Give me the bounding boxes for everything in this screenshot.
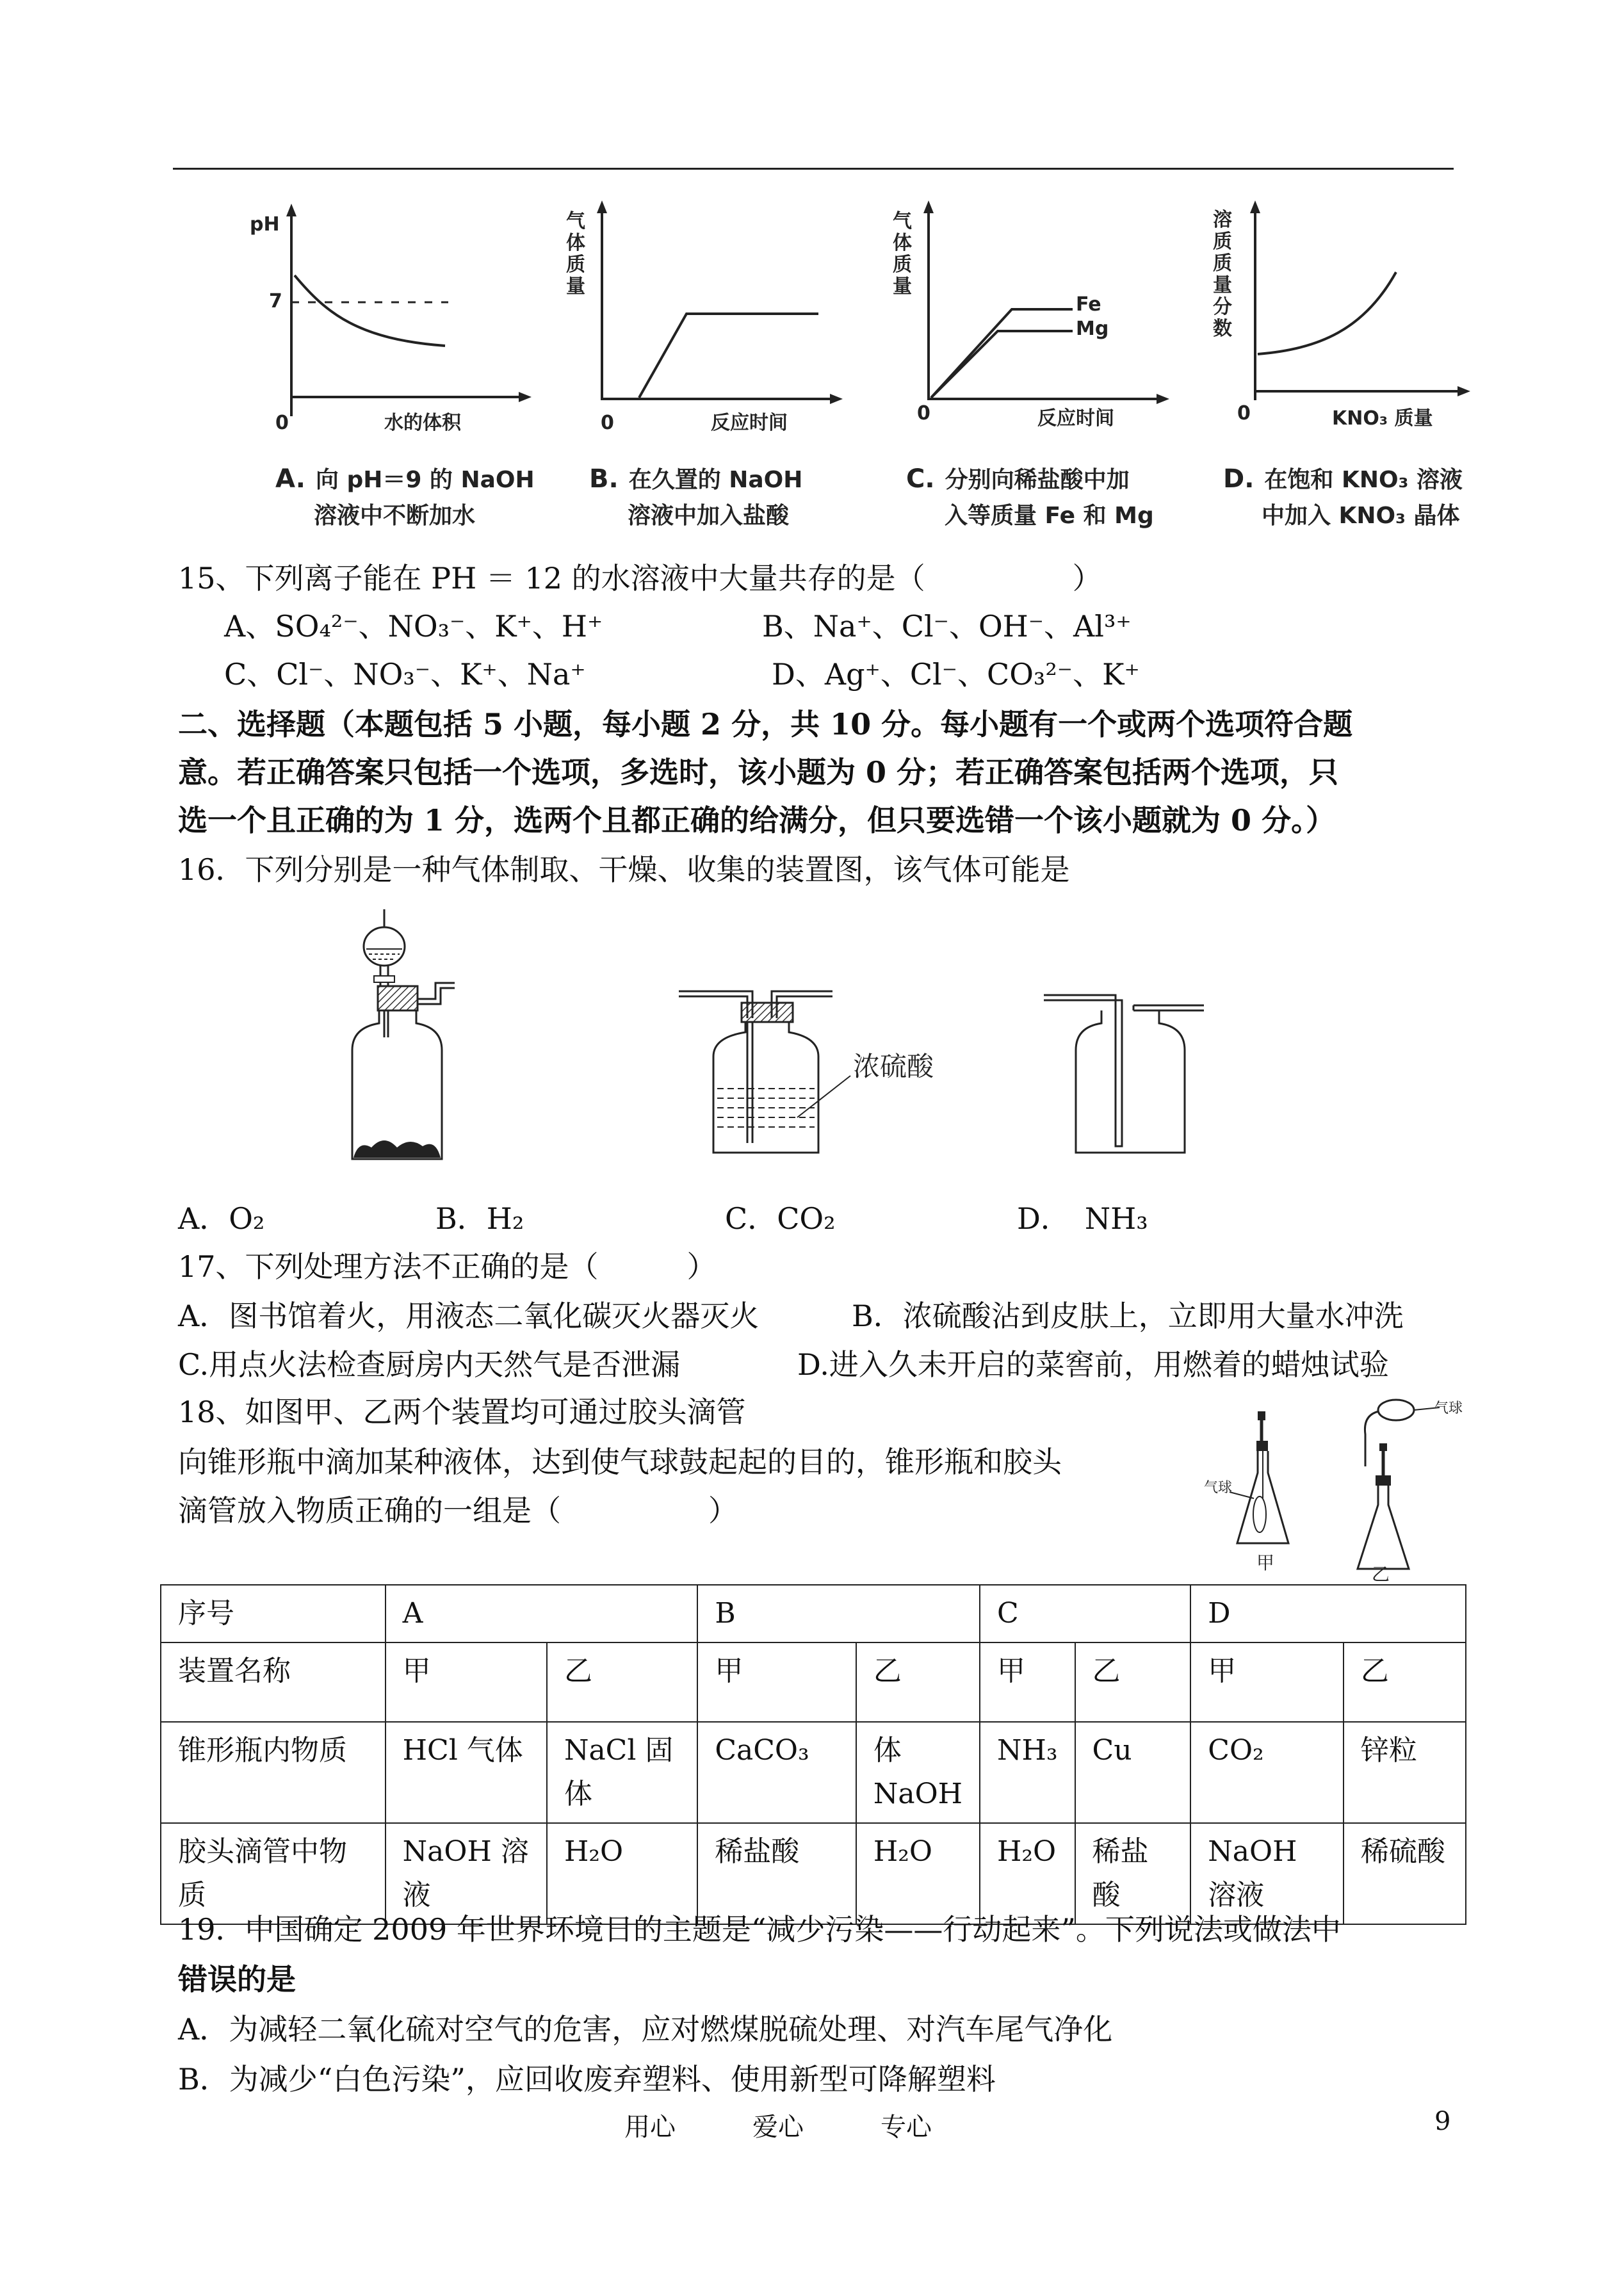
chart-a-caption-2: 溶液中不断加水 bbox=[314, 503, 476, 529]
q16-option-d: D． NH₃ bbox=[1017, 1201, 1148, 1236]
table-row bbox=[161, 1585, 1466, 1642]
table-cell: 稀盐酸 bbox=[697, 1823, 856, 1924]
chart-a-y-label: pH bbox=[250, 213, 280, 236]
generator-apparatus bbox=[333, 909, 499, 1178]
q16-option-a: A．O₂ bbox=[178, 1201, 265, 1236]
chart-d-y-arrow bbox=[1250, 200, 1260, 213]
collection-tube bbox=[1044, 995, 1122, 1146]
chart-d-letter: D. bbox=[1223, 464, 1255, 494]
chart-c-x-arrow bbox=[1157, 394, 1169, 404]
chart-b-letter: B. bbox=[589, 464, 619, 494]
table-cell: H₂O bbox=[856, 1823, 980, 1924]
section2-line-1: 二、选择题（本题包括 5 小题，每小题 2 分，共 10 分。每小题有一个或两个选项符合题 bbox=[178, 707, 1353, 742]
chart-d-caption-1: 在饱和 KNO₃ 溶液 bbox=[1264, 467, 1463, 493]
chart-b-caption-1: 在久置的 NaOH bbox=[628, 467, 803, 493]
q15-stem: 15、下列离子能在 PH ＝ 12 的水溶液中大量共存的是（ ） bbox=[178, 561, 1102, 596]
q17-stem: 17、下列处理方法不正确的是（ ） bbox=[178, 1249, 717, 1284]
table-cell: 乙 bbox=[1075, 1642, 1191, 1722]
q18-line-3: 滴管放入物质正确的一组是（ ） bbox=[178, 1493, 738, 1528]
table-cell: 稀硫酸 bbox=[1344, 1823, 1466, 1924]
chart-b bbox=[551, 195, 858, 439]
q17-option-a: A．图书馆着火，用液态二氧化碳灭火器灭火 bbox=[178, 1299, 759, 1333]
chart-b-caption-2: 溶液中加入盐酸 bbox=[628, 503, 790, 529]
chart-c-y-arrow bbox=[923, 200, 934, 213]
balloon-jia bbox=[1253, 1496, 1266, 1532]
section2-line-2: 意。若正确答案只包括一个选项，多选时，该小题为 0 分；若正确答案包括两个选项，只 bbox=[178, 755, 1339, 790]
chart-a-curve bbox=[295, 275, 445, 346]
table-cell: 稀盐酸 bbox=[1075, 1823, 1191, 1924]
table-cell: 装置名称 bbox=[161, 1642, 386, 1722]
chart-c-x-label: 反应时间 bbox=[1037, 407, 1114, 430]
fig-balloon-label-yi: 气球 bbox=[1434, 1400, 1463, 1416]
table-cell: H₂O bbox=[547, 1823, 697, 1924]
drying-stopper bbox=[742, 1003, 793, 1022]
q17-option-c: C.用点火法检查厨房内天然气是否泄漏 bbox=[178, 1347, 681, 1382]
table-cell: C bbox=[980, 1585, 1190, 1642]
balloon-yi bbox=[1378, 1400, 1414, 1420]
chart-c-y-label: 气体质量 bbox=[893, 210, 912, 298]
section2-line-3: 选一个且正确的为 1 分，选两个且都正确的给满分，但只要选错一个该小题就为 0 分。） bbox=[178, 803, 1336, 838]
chart-b-x-arrow bbox=[830, 394, 843, 404]
table-cell: H₂O bbox=[980, 1823, 1075, 1924]
chart-d-curve bbox=[1258, 272, 1396, 354]
table-cell: CaCO₃ bbox=[697, 1722, 856, 1823]
chart-d-x-arrow bbox=[1458, 386, 1470, 396]
header-rule bbox=[173, 168, 1454, 170]
chart-a bbox=[231, 199, 538, 442]
table-cell: B bbox=[697, 1585, 980, 1642]
q15-option-d: D、Ag⁺、Cl⁻、CO₃²⁻、K⁺ bbox=[772, 657, 1140, 692]
chart-c bbox=[877, 195, 1185, 439]
q18-table bbox=[160, 1584, 1466, 1925]
chart-d-y-label: 溶质质量分数 bbox=[1213, 209, 1232, 340]
q19-line-2: 错误的是 bbox=[178, 1962, 296, 1997]
table-cell: 胶头滴管中物质 bbox=[161, 1823, 386, 1924]
footer-motto: 用心 爱心 专心 bbox=[624, 2113, 932, 2142]
fig-balloon-label-jia: 气球 bbox=[1204, 1480, 1233, 1496]
chart-a-origin: 0 bbox=[275, 412, 289, 434]
drying-bottle bbox=[713, 1022, 818, 1153]
page-number: 9 bbox=[1434, 2107, 1451, 2136]
chart-c-mg-label: Mg bbox=[1076, 318, 1109, 340]
stopcock bbox=[374, 976, 394, 982]
table-cell: 甲 bbox=[697, 1642, 856, 1722]
table-cell: 乙 bbox=[856, 1642, 980, 1722]
acid-leader-line bbox=[797, 1076, 850, 1117]
generator-bottle bbox=[352, 1010, 442, 1159]
table-cell: 锌粒 bbox=[1344, 1722, 1466, 1823]
collection-bottle bbox=[1076, 1010, 1185, 1153]
chart-d-x-label: KNO₃ 质量 bbox=[1332, 407, 1433, 430]
table-cell: D bbox=[1190, 1585, 1466, 1642]
table-cell: Cu bbox=[1075, 1722, 1191, 1823]
q19-option-a: A．为减轻二氧化硫对空气的危害，应对燃煤脱硫处理、对汽车尾气净化 bbox=[178, 2012, 1113, 2047]
chart-c-mg-line bbox=[931, 331, 1073, 398]
q19-option-b: B．为减少“白色污染”，应回收废弃塑料、使用新型可降解塑料 bbox=[178, 2062, 996, 2096]
drying-apparatus bbox=[679, 980, 948, 1172]
table-cell: 乙 bbox=[1344, 1642, 1466, 1722]
chart-a-y-arrow bbox=[286, 204, 296, 216]
chart-d-caption-2: 中加入 KNO₃ 晶体 bbox=[1262, 503, 1460, 529]
collection-apparatus bbox=[1044, 986, 1210, 1178]
table-row bbox=[161, 1722, 1466, 1823]
q18-line-2: 向锥形瓶中滴加某种液体，达到使气球鼓起起的目的，锥形瓶和胶头 bbox=[178, 1445, 1062, 1479]
q15-option-c: C、Cl⁻、NO₃⁻、K⁺、Na⁺ bbox=[224, 657, 586, 692]
fig-yi-label: 乙 bbox=[1372, 1564, 1390, 1582]
table-cell: 体 NaOH bbox=[856, 1722, 980, 1823]
chart-b-y-label: 气体质量 bbox=[566, 210, 585, 298]
table-cell: A bbox=[386, 1585, 698, 1642]
flask-yi bbox=[1358, 1486, 1409, 1569]
q19-line-1: 19．中国确定 2009 年世界环境日的主题是“减少污染——行动起来”。下列说法或做法中 bbox=[178, 1912, 1341, 1947]
table-cell: 甲 bbox=[386, 1642, 547, 1722]
table-row bbox=[161, 1642, 1466, 1722]
q17-option-d: D.进入久未开启的菜窖前，用燃着的蜡烛试验 bbox=[797, 1347, 1389, 1382]
chart-c-origin: 0 bbox=[917, 402, 930, 425]
chart-c-fe-label: Fe bbox=[1076, 293, 1101, 316]
stopper bbox=[378, 986, 418, 1010]
q16-stem: 16．下列分别是一种气体制取、干燥、收集的装置图，该气体可能是 bbox=[178, 852, 1070, 887]
table-cell: 序号 bbox=[161, 1585, 386, 1642]
table-cell: CO₂ bbox=[1190, 1722, 1344, 1823]
chart-a-x-label: 水的体积 bbox=[384, 412, 461, 434]
acid-label: 浓硫酸 bbox=[853, 1051, 934, 1082]
table-cell: NaOH 溶液 bbox=[1190, 1823, 1344, 1924]
chart-b-x-label: 反应时间 bbox=[711, 412, 788, 434]
chart-b-line bbox=[639, 314, 818, 398]
table-cell: 锥形瓶内物质 bbox=[161, 1722, 386, 1823]
table-cell: NH₃ bbox=[980, 1722, 1075, 1823]
table-cell: NaCl 固体 bbox=[547, 1722, 697, 1823]
q18-line-1: 18、如图甲、乙两个装置均可通过胶头滴管 bbox=[178, 1395, 746, 1429]
q15-option-b: B、Na⁺、Cl⁻、OH⁻、Al³⁺ bbox=[762, 609, 1132, 644]
chart-c-letter: C. bbox=[906, 464, 935, 494]
table-cell: 乙 bbox=[547, 1642, 697, 1722]
chart-a-x-arrow bbox=[519, 392, 532, 402]
table-cell: 甲 bbox=[1190, 1642, 1344, 1722]
chart-b-y-arrow bbox=[597, 200, 607, 213]
chart-a-y-tick: 7 bbox=[269, 290, 282, 312]
q16-option-c: C．CO₂ bbox=[725, 1201, 836, 1236]
chart-c-fe-line bbox=[931, 309, 1073, 398]
chart-a-letter: A. bbox=[275, 464, 305, 494]
chart-a-caption-1: 向 pH＝9 的 NaOH bbox=[315, 467, 535, 493]
chart-b-origin: 0 bbox=[601, 412, 614, 434]
q15-option-a: A、SO₄²⁻、NO₃⁻、K⁺、H⁺ bbox=[224, 609, 603, 644]
table-cell: 甲 bbox=[980, 1642, 1075, 1722]
q16-option-b: B．H₂ bbox=[435, 1201, 524, 1236]
chart-d bbox=[1204, 195, 1486, 439]
chart-c-caption-1: 分别向稀盐酸中加 bbox=[945, 467, 1130, 493]
table-cell: NaOH 溶液 bbox=[386, 1823, 547, 1924]
table-cell: HCl 气体 bbox=[386, 1722, 547, 1823]
solid-reactant bbox=[353, 1140, 441, 1158]
q18-figure bbox=[1198, 1396, 1466, 1582]
q17-option-b: B．浓硫酸沾到皮肤上，立即用大量水冲洗 bbox=[852, 1299, 1404, 1333]
fig-jia-label: 甲 bbox=[1256, 1552, 1275, 1573]
chart-c-caption-2: 入等质量 Fe 和 Mg bbox=[945, 503, 1154, 529]
chart-d-origin: 0 bbox=[1237, 402, 1251, 425]
